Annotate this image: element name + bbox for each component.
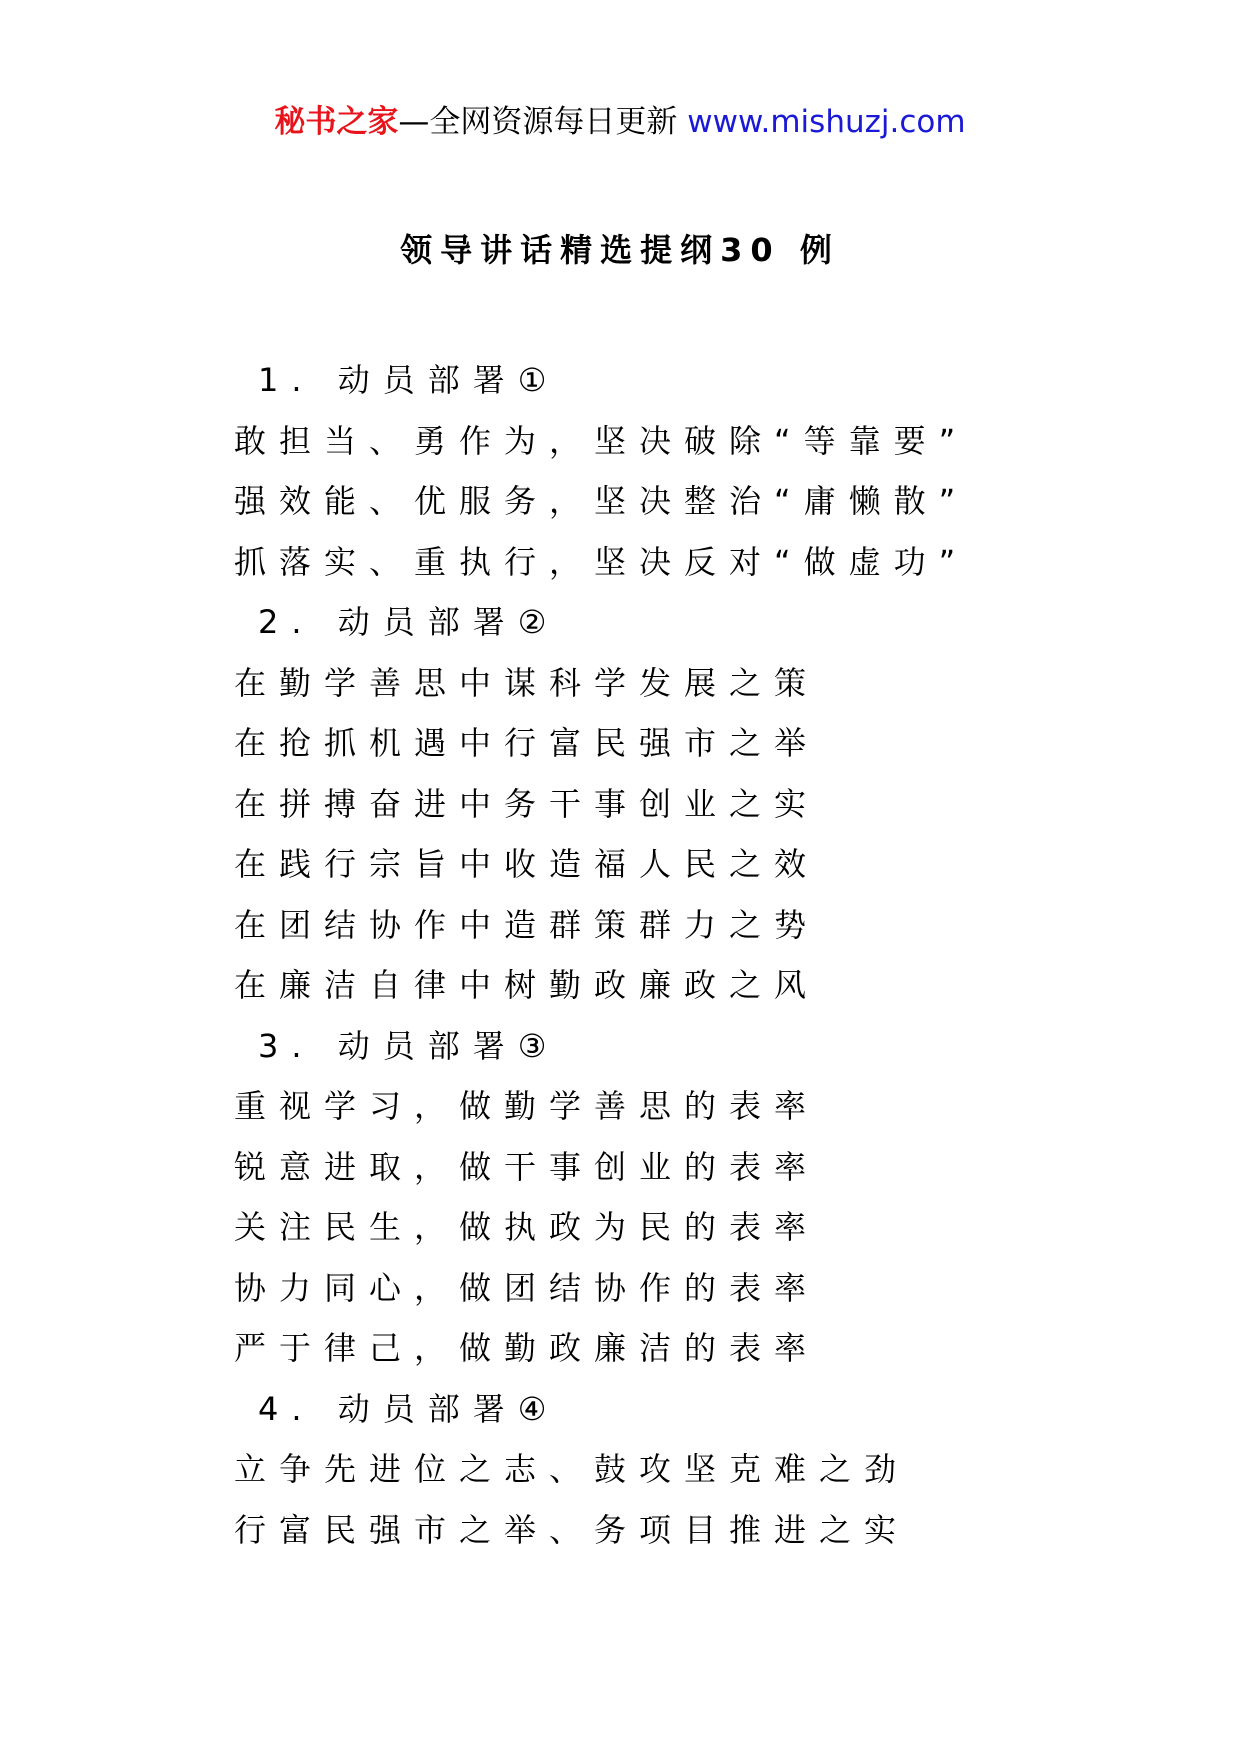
text-line: 重视学习，做勤学善思的表率 xyxy=(234,1087,820,1125)
section-heading: 3. 动员部署③ xyxy=(258,1026,560,1065)
section-heading: 2. 动员部署② xyxy=(258,603,560,641)
text-line: 在团结协作中造群策群力之势 xyxy=(234,905,820,944)
document-body xyxy=(234,350,1234,1560)
text-line: 严于律己，做勤政廉洁的表率 xyxy=(234,1329,820,1367)
text-line: 协力同心，做团结协作的表率 xyxy=(234,1268,820,1307)
text-line: 锐意进取，做干事创业的表率 xyxy=(234,1147,820,1186)
brand-name: 秘书之家 xyxy=(274,104,399,140)
text-line: 在拼搏奋进中务干事创业之实 xyxy=(234,784,820,823)
site-header xyxy=(0,100,1240,144)
text-line: 在勤学善思中谋科学发展之策 xyxy=(234,663,820,702)
text-line: 敢担当、勇作为，坚决破除“等靠要” xyxy=(234,421,969,460)
text-line: 关注民生，做执政为民的表率 xyxy=(234,1208,820,1246)
text-line: 强效能、优服务，坚决整治“庸懒散” xyxy=(234,482,969,520)
text-line: 在抢抓机遇中行富民强市之举 xyxy=(234,724,820,762)
text-line: 在践行宗旨中收造福人民之效 xyxy=(234,845,820,883)
text-line: 抓落实、重执行，坚决反对“做虚功” xyxy=(234,542,969,581)
text-line: 行富民强市之举、务项目推进之实 xyxy=(234,1510,910,1549)
header-tagline: —全网资源每日更新 xyxy=(398,104,678,140)
document-title: 领导讲话精选提纲30 例 xyxy=(400,231,840,269)
text-line: 在廉洁自律中树勤政廉政之风 xyxy=(234,966,820,1004)
site-url-link[interactable]: www.mishuzj.com xyxy=(687,104,966,140)
section-heading: 4. 动员部署④ xyxy=(258,1389,560,1428)
section-heading: 1. 动员部署① xyxy=(258,361,560,399)
text-line: 立争先进位之志、鼓攻坚克难之劲 xyxy=(234,1450,910,1488)
